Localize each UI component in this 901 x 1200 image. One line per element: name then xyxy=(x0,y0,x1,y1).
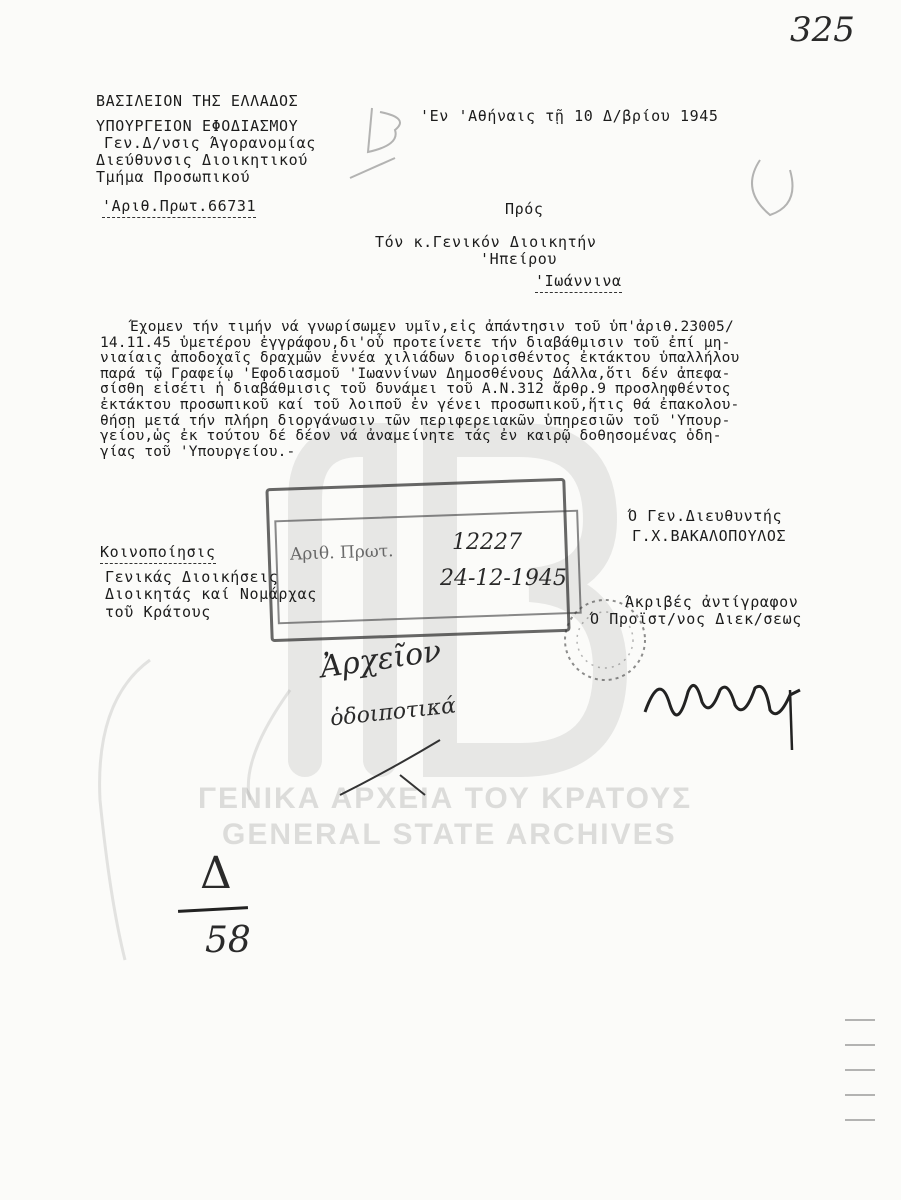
recipient-pros: Πρός xyxy=(505,200,544,218)
body-line: παρά τῷ Γραφείῳ 'Εφοδιασμοῦ 'Ιωαννίνων Δημοσθένους Δάλλα,ὅτι δέν ἀπεφα- xyxy=(100,365,731,382)
recipient-region: 'Ηπείρου xyxy=(480,250,558,268)
body-line: γίας τοῦ 'Υπουργείου.- xyxy=(100,443,296,460)
recipient-city: 'Ιωάννινα xyxy=(535,272,622,293)
header-section: Τμήμα Προσωπικού xyxy=(96,168,251,186)
letter-body xyxy=(100,320,870,460)
margin-number: 58 xyxy=(205,920,251,961)
watermark-line-greek: ΓΕΝΙΚΑ ΑΡΧΕΙΑ ΤΟΥ ΚΡΑΤΟΥΣ xyxy=(198,782,693,815)
cc-line-2: Διοικητάς καί Νομάρχας xyxy=(105,585,317,603)
stamp-number: 12227 xyxy=(452,530,522,555)
body-line: σίσθη εἰσέτι ἡ διαβάθμισις τοῦ δυνάμει τοῦ Α.Ν.312 ἄρθρ.9 προσληφθέντος xyxy=(100,381,731,398)
recipient-title: Τόν κ.Γενικόν Διοικητήν xyxy=(375,233,597,251)
watermark-line-english: GENERAL STATE ARCHIVES xyxy=(222,818,677,851)
header-department: Διεύθυνσις Διοικητικού xyxy=(96,151,308,169)
protocol-number: 'Αριθ.Πρωτ.66731 xyxy=(102,197,256,218)
copy-certifier-title: Ό Προϊστ/νος Διεκ/σεως xyxy=(590,610,802,628)
body-line: γείου,ὡς ἐκ τούτου δέ δέον νά ἀναμείνητε τάς ἐν καιρῷ δοθησομένας ὁδη- xyxy=(100,428,722,445)
body-line: Έχομεν τήν τιμήν νά γνωρίσωμεν υμῖν,εἰς ἀπάντησιν τοῦ ὑπ'ἀριθ.23005/ xyxy=(130,319,734,335)
official-seal xyxy=(560,585,650,695)
body-line: 14.11.45 ὑμετέρου ἐγγράφου,δι'οὗ προτείνετε τήν διαβάθμισιν τοῦ ἐπί μη- xyxy=(100,334,731,351)
handwritten-signature xyxy=(640,650,810,760)
body-line: ἐκτάκτου προσωπικοῦ καί τοῦ λοιποῦ ἐν γένει προσωπικοῦ,ἥτις θά ἐπακολου- xyxy=(100,396,740,413)
margin-mark: Δ xyxy=(200,848,232,899)
handwritten-note-travel: ὁδοιποτικά xyxy=(329,693,458,732)
cc-line-3: τοῦ Κράτους xyxy=(105,603,211,621)
signature-name: Γ.Χ.ΒΑΚΑΛΟΠΟΥΛΟΣ xyxy=(632,527,787,545)
pencil-marks xyxy=(0,0,901,320)
handwritten-strokes xyxy=(330,730,450,800)
header-kingdom: ΒΑΣΙΛΕΙΟΝ ΤΗΣ ΕΛΛΑΔΟΣ xyxy=(96,92,299,110)
cc-line-1: Γενικάς Διοικήσεις xyxy=(105,568,279,586)
header-directorate: Γεν.Δ/νσις Άγορανομίας xyxy=(104,134,316,152)
date-line: 'Εν 'Αθήναις τῇ 10 Δ/βρίου 1945 xyxy=(420,107,719,125)
stamp-label: Αριθ. Πρωτ. xyxy=(289,541,394,565)
cc-heading: Κοινοποίησις xyxy=(100,543,216,564)
body-line: νιαίαις ἀποδοχαῖς δραχμῶν ἐννέα χιλιάδων διορισθέντος ἐκτάκτου ὑπαλλήλου xyxy=(100,350,740,367)
copy-certification: Άκριβές ἀντίγραφον xyxy=(625,593,799,611)
bleed-through-marks xyxy=(835,1000,895,1180)
stamp-date: 24-12-1945 xyxy=(440,566,567,591)
signature-title: Ό Γεν.Διευθυντής xyxy=(628,507,783,525)
header-ministry: ΥΠΟΥΡΓΕΙΟΝ ΕΦΟΔΙΑΣΜΟΥ xyxy=(96,117,299,135)
body-line: θήσῃ μετά τήν πλήρη διοργάνωσιν τῶν περιφερειακῶν ὑπηρεσιῶν τοῦ 'Υπουρ- xyxy=(100,412,731,429)
archive-number: 325 xyxy=(790,10,855,50)
handwritten-note-archive: Ἀρχεῖον xyxy=(318,633,444,686)
